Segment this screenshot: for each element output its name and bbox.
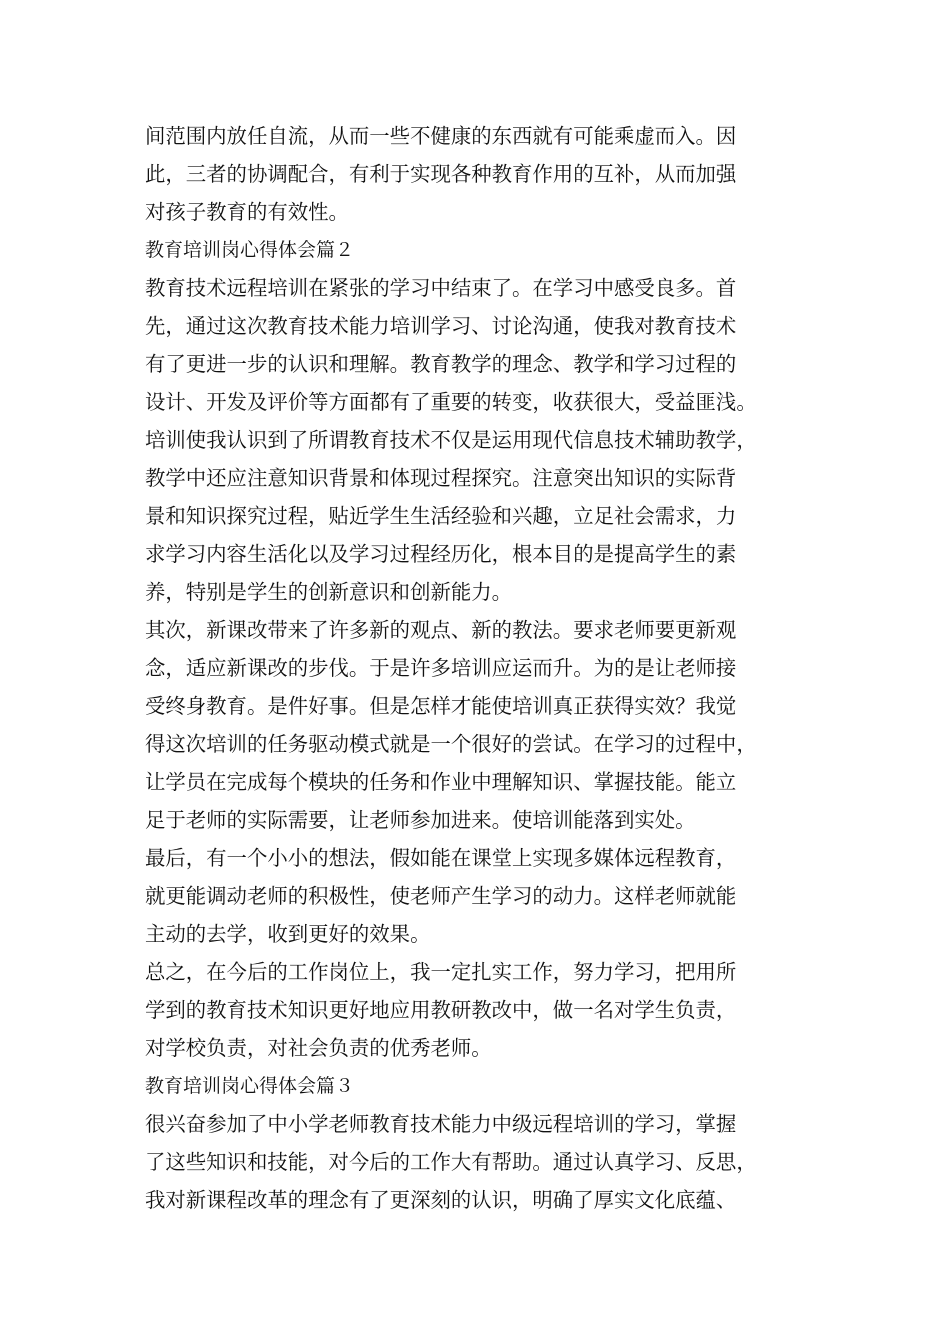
text-line: 此，三者的协调配合，有利于实现各种教育作用的互补，从而加强 [145, 162, 737, 186]
text-line: 养，特别是学生的创新意识和创新能力。 [145, 580, 513, 604]
text-line: 受终身教育。是件好事。但是怎样才能使培训真正获得实效？我觉 [145, 694, 737, 718]
text-line: 求学习内容生活化以及学习过程经历化，根本目的是提高学生的素 [145, 542, 737, 566]
text-line: 对学校负责，对社会负责的优秀老师。 [145, 1036, 492, 1060]
text-line: 主动的去学，收到更好的效果。 [145, 922, 431, 946]
text-line: 就更能调动老师的积极性，使老师产生学习的动力。这样老师就能 [145, 884, 737, 908]
text-line: 学到的教育技术知识更好地应用教研教改中，做一名对学生负责， [145, 998, 737, 1022]
text-line: 念，适应新课改的步伐。于是许多培训应运而升。为的是让老师接 [145, 656, 737, 680]
text-line: 间范围内放任自流，从而一些不健康的东西就有可能乘虚而入。因 [145, 124, 737, 148]
text-line: 总之，在今后的工作岗位上，我一定扎实工作，努力学习，把用所 [145, 960, 737, 984]
text-line: 我对新课程改革的理念有了更深刻的认识，明确了厚实文化底蕴、 [145, 1188, 737, 1212]
section-heading: 教育培训岗心得体会篇３ [145, 1075, 355, 1097]
text-line: 得这次培训的任务驱动模式就是一个很好的尝试。在学习的过程中， [145, 732, 757, 756]
section-heading: 教育培训岗心得体会篇２ [145, 239, 355, 261]
document-page [145, 117, 835, 1219]
text-line: 让学员在完成每个模块的任务和作业中理解知识、掌握技能。能立 [145, 770, 737, 794]
text-line: 足于老师的实际需要，让老师参加进来。使培训能落到实处。 [145, 808, 696, 832]
text-line: 教学中还应注意知识背景和体现过程探究。注意突出知识的实际背 [145, 466, 737, 490]
text-line: 对孩子教育的有效性。 [145, 200, 349, 224]
text-line: 了这些知识和技能，对今后的工作大有帮助。通过认真学习、反思， [145, 1150, 757, 1174]
text-line: 景和知识探究过程，贴近学生生活经验和兴趣，立足社会需求，力 [145, 504, 737, 528]
text-line: 培训使我认识到了所谓教育技术不仅是运用现代信息技术辅助教学， [145, 428, 757, 452]
text-line: 最后，有一个小小的想法，假如能在课堂上实现多媒体远程教育， [145, 846, 737, 870]
text-line: 有了更进一步的认识和理解。教育教学的理念、教学和学习过程的 [145, 352, 737, 376]
text-line: 设计、开发及评价等方面都有了重要的转变，收获很大，受益匪浅。 [145, 390, 757, 414]
text-line: 教育技术远程培训在紧张的学习中结束了。在学习中感受良多。首 [145, 276, 737, 300]
text-line: 其次，新课改带来了许多新的观点、新的教法。要求老师要更新观 [145, 618, 737, 642]
text-line: 很兴奋参加了中小学老师教育技术能力中级远程培训的学习，掌握 [145, 1112, 737, 1136]
text-line: 先，通过这次教育技术能力培训学习、讨论沟通，使我对教育技术 [145, 314, 737, 338]
